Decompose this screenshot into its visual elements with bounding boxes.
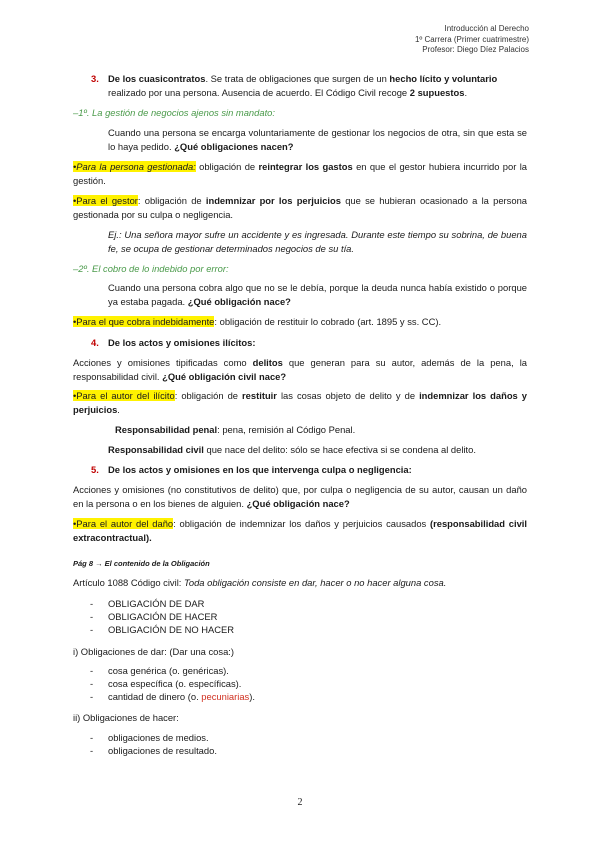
section-4-title (108, 336, 527, 350)
bullet-text: en que el gestor hubiera incurrido por la gestión. (73, 161, 527, 186)
highlight-label: •Para el autor del daño (73, 518, 174, 529)
bullet-text: las cosas objeto de delito y de (276, 390, 420, 401)
section-4-bold: delitos (252, 357, 283, 368)
section-4-number: 4. (91, 337, 99, 348)
document-header (415, 24, 529, 56)
list-item: obligaciones de medios. (108, 732, 209, 743)
cobro-bullet (73, 315, 527, 329)
section-4-paragraph (73, 356, 527, 384)
cobro-heading: –2º. El cobro de lo indebido por error: (73, 263, 229, 274)
gestion-question: ¿Qué obligaciones nacen? (174, 141, 294, 152)
gestion-bullet-gestor (73, 194, 527, 222)
section-3-text: . Se trata de obligaciones que surgen de un (205, 73, 390, 84)
highlight-label: •Para el autor del ilícito (73, 390, 175, 401)
section-4-text: Acciones y omisiones tipificadas como (73, 357, 253, 368)
articulo-text: Toda obligación consiste en dar, hacer o no hacer alguna cosa. (184, 577, 447, 588)
page-reference: Pág 8 → El contenido de la Obligación (73, 559, 210, 568)
dash-bullet: - (90, 678, 94, 689)
dash-bullet: - (90, 665, 94, 676)
header-year: 1º Carrera (Primer cuatrimestre) (414, 34, 529, 44)
cobro-paragraph (108, 281, 527, 309)
cobro-text: Cuando una persona cobra algo que no se le debía, porque la deuda nunca había existido o porque ya estaba pagada. (108, 282, 527, 307)
section-5-title-text: De los actos y omisiones en los que intervenga culpa o negligencia: (108, 464, 412, 475)
civil-text: que nace del delito: sólo se hace efectiva si se condena al delito. (203, 444, 476, 455)
section-3-title: De los cuasicontratos (108, 73, 206, 84)
list-item: cosa genérica (o. genéricas). (108, 665, 229, 676)
list-item: OBLIGACIÓN DE NO HACER (108, 624, 235, 635)
section-3-bold: 2 supuestos (409, 87, 465, 98)
section-5-text: Acciones y omisiones (no constitutivos de delito) que, por culpa o negligencia de su autor, causan un daño en la persona o en los bienes de alguien. (73, 484, 527, 509)
list-item: cosa específica (o. específicas). (108, 678, 242, 689)
penal-label: Responsabilidad penal (115, 424, 218, 435)
section-5-title (108, 463, 527, 477)
gestion-bullet-gestionada (73, 160, 527, 188)
bullet-text: obligación de (195, 161, 259, 172)
section-5-paragraph (73, 483, 527, 511)
dash-bullet: - (90, 745, 94, 756)
bullet-bold: indemnizar los daños y perjuicios (73, 390, 527, 415)
section-3-text: realizado por una persona. Ausencia de acuerdo. El Código Civil recoge (108, 87, 410, 98)
section-3-text: . (464, 87, 468, 98)
dash-bullet: - (90, 732, 94, 743)
gestion-heading: –1º. La gestión de negocios ajenos sin mandato: (73, 107, 276, 118)
section-5-bullet (73, 517, 527, 545)
bullet-text: . (117, 404, 120, 415)
articulo-label: Artículo 1088 Código civil: (73, 577, 184, 588)
bullet-bold: indemnizar por los perjuicios (205, 195, 341, 206)
list-item-text: cantidad de dinero (o. (108, 691, 202, 702)
penal-text: : pena, remisión al Código Penal. (217, 424, 356, 435)
section-3-paragraph (108, 72, 527, 100)
civil-label: Responsabilidad civil (108, 444, 204, 455)
cobro-question: ¿Qué obligación nace? (187, 296, 291, 307)
dash-bullet: - (90, 691, 94, 702)
dash-bullet: - (90, 624, 94, 635)
gestion-example: Ej.: Una señora mayor sufre un accidente y es ingresada. Durante este tiempo su sobrina, de buena fe, se ocupa de gestionar determinados negocios de su tía. (108, 229, 527, 254)
bullet-bold: restituir (242, 390, 277, 401)
section-4-bullet (73, 389, 527, 417)
list-item: OBLIGACIÓN DE HACER (108, 611, 218, 622)
highlight-label: •Para el gestor (73, 195, 138, 206)
bullet-bold: reintegrar los gastos (258, 161, 353, 172)
bullet-text: : obligación de indemnizar los daños y perjuicios causados (173, 518, 430, 529)
highlight-label: •Para el que cobra indebidamente (73, 316, 215, 327)
section-5-number: 5. (91, 464, 99, 475)
section-3-bold: hecho lícito y voluntario (389, 73, 498, 84)
bullet-text: : obligación de (137, 195, 206, 206)
header-course: Introducción al Derecho (444, 24, 529, 33)
responsabilidad-civil (108, 443, 540, 457)
dash-bullet: - (90, 598, 94, 609)
list-item (108, 690, 255, 704)
section-5-question: ¿Qué obligación nace? (246, 498, 350, 509)
bullet-text: : obligación de restituir lo cobrado (art. 1895 y ss. CC). (214, 316, 442, 327)
obligaciones-hacer-heading: ii) Obligaciones de hacer: (73, 712, 179, 723)
articulo-1088 (73, 576, 527, 590)
bullet-bold: (responsabilidad civil extracontractual). (73, 518, 527, 543)
section-3-number: 3. (91, 73, 99, 84)
list-item-text: ). (249, 691, 255, 702)
responsabilidad-penal (115, 423, 527, 437)
section-4-text: que generan para su autor, además de la pena, la responsabilidad civil. (73, 357, 527, 382)
header-professor: Profesor: Diego Díez Palacios (422, 45, 529, 54)
list-item: OBLIGACIÓN DE DAR (108, 598, 205, 609)
bullet-text: que se hubieran ocasionado a la persona gestionada por su culpa o negligencia. (73, 195, 527, 220)
list-item: obligaciones de resultado. (108, 745, 217, 756)
list-item-red-text: pecuniarias (201, 691, 250, 702)
page-number: 2 (297, 797, 303, 808)
dash-bullet: - (90, 611, 94, 622)
section-4-question: ¿Qué obligación civil nace? (162, 371, 287, 382)
highlight-label: •Para la persona gestionada: (73, 161, 196, 172)
gestion-paragraph (108, 126, 527, 154)
obligaciones-dar-heading: i) Obligaciones de dar: (Dar una cosa:) (73, 646, 235, 657)
section-4-title-text: De los actos y omisiones ilícitos: (108, 337, 256, 348)
gestion-text: Cuando una persona se encarga voluntariamente de gestionar los negocios de otra, sin que esta se lo haya pedido. (108, 127, 527, 152)
bullet-text: : obligación de (174, 390, 243, 401)
